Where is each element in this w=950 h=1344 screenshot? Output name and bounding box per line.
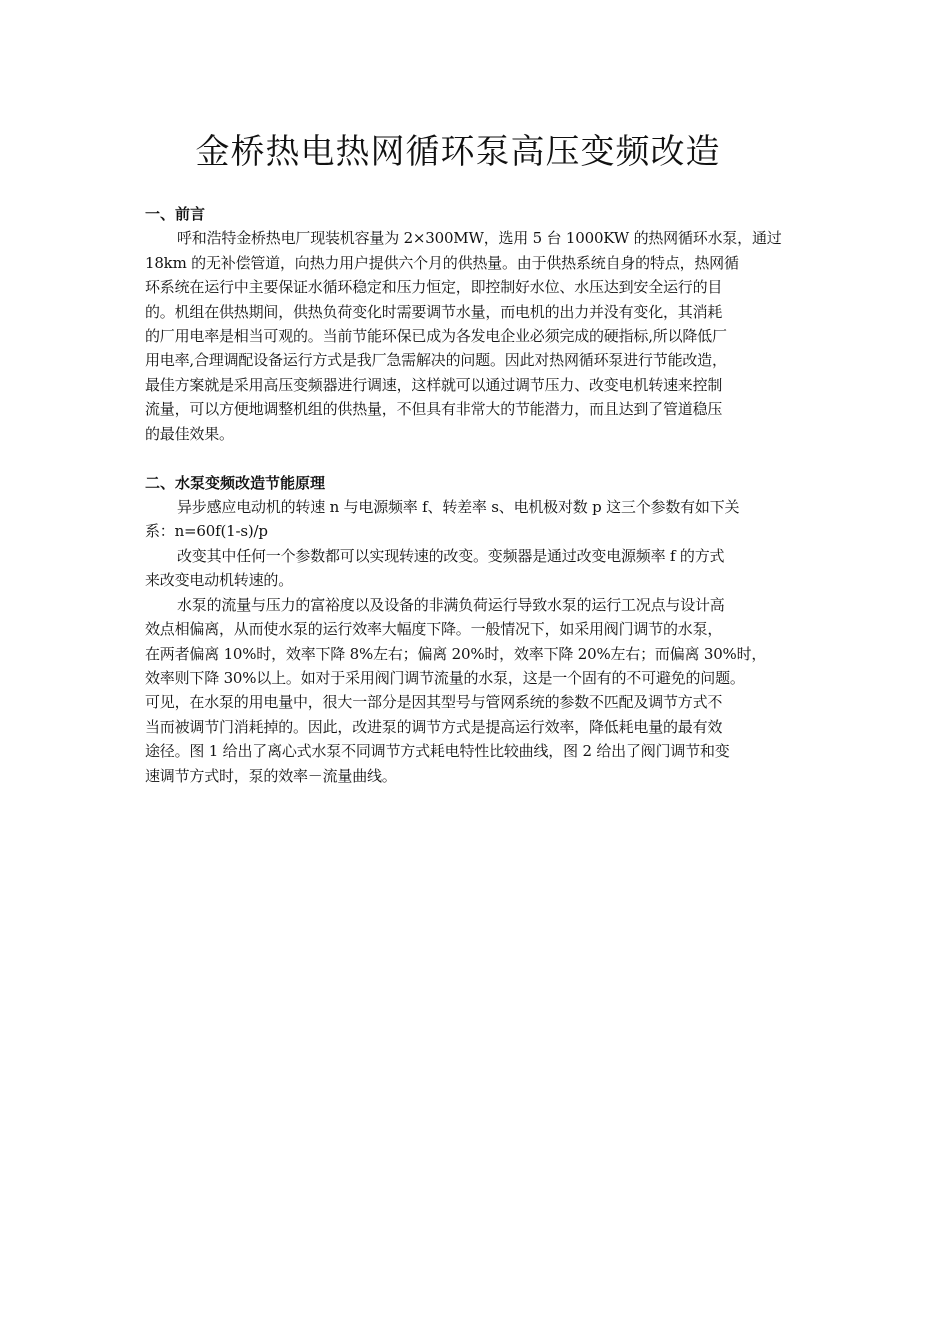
paragraph-line: 效率则下降 30%以上。如对于采用阀门调节流量的水泵，这是一个固有的不可避免的问题。 (145, 668, 745, 687)
paragraph-line: 速调节方式时，泵的效率－流量曲线。 (145, 766, 397, 785)
paragraph-line: 效点相偏离，从而使水泵的运行效率大幅度下降。一般情况下，如采用阀门调节的水泵， (145, 620, 723, 639)
paragraph (145, 593, 825, 788)
paragraph (145, 226, 825, 446)
paragraph-line: 环系统在运行中主要保证水循环稳定和压力恒定，即控制好水位、水压达到安全运行的目 (145, 278, 723, 297)
section-spacer (145, 446, 825, 471)
paragraph (145, 544, 825, 593)
paragraph-line: 可见，在水泵的用电量中，很大一部分是因其型号与管网系统的参数不匹配及调节方式不 (145, 693, 723, 712)
paragraph-line: 在两者偏离 10%时，效率下降 8%左右；偏离 20%时，效率下降 20%左右；而偏离 30%时， (145, 644, 767, 663)
paragraph-line: 系：n=60f(1-s)/p (145, 522, 268, 541)
document-title: 金桥热电热网循环泵高压变频改造 (195, 132, 721, 172)
paragraph-line: 异步感应电动机的转速 n 与电源频率 f、转差率 s、电机极对数 p 这三个参数有如下关 (177, 498, 740, 517)
section-principle (145, 471, 825, 788)
paragraph-line: 流量，可以方便地调整机组的供热量，不但具有非常大的节能潜力，而且达到了管道稳压 (145, 400, 723, 419)
paragraph-line: 水泵的流量与压力的富裕度以及设备的非满负荷运行导致水泵的运行工况点与设计高 (177, 595, 725, 614)
paragraph-line: 18km 的无补偿管道，向热力用户提供六个月的供热量。由于供热系统自身的特点，热网循 (145, 253, 739, 272)
paragraph-line: 的。机组在供热期间，供热负荷变化时需要调节水量，而电机的出力并没有变化，其消耗 (145, 302, 723, 321)
paragraph-line: 的厂用电率是相当可观的。当前节能环保已成为各发电企业必须完成的硬指标,所以降低厂 (145, 327, 727, 346)
paragraph-line: 的最佳效果。 (145, 424, 234, 443)
section-heading-principle: 二、水泵变频改造节能原理 (145, 473, 326, 492)
paragraph-line: 用电率,合理调配设备运行方式是我厂急需解决的问题。因此对热网循环泵进行节能改造， (145, 351, 727, 370)
paragraph-line: 呼和浩特金桥热电厂现装机容量为 2×300MW，选用 5 台 1000KW 的热网循环水泵，通过 (177, 229, 782, 248)
paragraph (145, 495, 825, 544)
paragraph-line: 当而被调节门消耗掉的。因此，改进泵的调节方式是提高运行效率，降低耗电量的最有效 (145, 717, 723, 736)
paragraph-line: 来改变电动机转速的。 (145, 571, 294, 590)
paragraph-line: 途径。图 1 给出了离心式水泵不同调节方式耗电特性比较曲线，图 2 给出了阀门调节和变 (145, 742, 730, 761)
paragraph-line: 最佳方案就是采用高压变频器进行调速，这样就可以通过调节压力、改变电机转速来控制 (145, 375, 723, 394)
document-body (145, 202, 825, 788)
paragraph-line: 改变其中任何一个参数都可以实现转速的改变。变频器是通过改变电源频率 f 的方式 (177, 546, 725, 565)
section-heading-preface: 一、前言 (145, 205, 206, 223)
section-preface (145, 202, 825, 446)
